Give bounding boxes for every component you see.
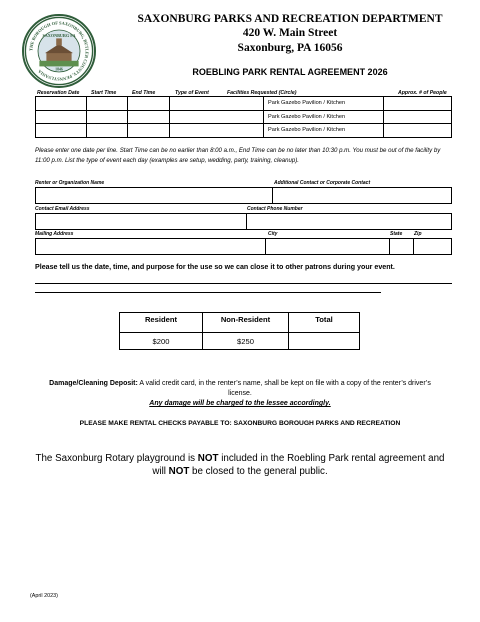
table-row	[120, 313, 360, 333]
table-row	[120, 333, 360, 350]
col-end-time: End Time	[132, 90, 156, 96]
rotary-text-3: be closed to the general public.	[189, 466, 328, 477]
event-type-cell[interactable]	[170, 124, 264, 138]
borough-seal-logo	[22, 14, 96, 88]
zip-label: Zip	[414, 231, 422, 237]
phone-label: Contact Phone Number	[247, 206, 303, 212]
col-start-time: Start Time	[91, 90, 117, 96]
people-count-cell[interactable]	[384, 124, 452, 138]
damage-deposit-text	[40, 379, 440, 398]
col-approx-people: Approx. # of People	[398, 90, 447, 96]
people-count-cell[interactable]	[384, 97, 452, 111]
deposit-description: A valid credit card, in the renter’s name, shall be kept on file with a copy of the renter’s driver’s license.	[137, 380, 431, 397]
email-label: Contact Email Address	[35, 206, 90, 212]
street-address: 420 W. Main Street	[242, 27, 338, 39]
table-row	[36, 97, 452, 111]
purpose-answer-line-1[interactable]	[35, 283, 452, 284]
col-facilities-requested: Facilities Requested (Circle)	[227, 90, 297, 96]
resident-fee: $200	[120, 333, 203, 350]
payable-notice: PLEASE MAKE RENTAL CHECKS PAYABLE TO: SAXONBURG BOROUGH PARKS AND RECREATION	[79, 420, 401, 427]
total-header: Total	[289, 313, 360, 333]
deposit-label: Damage/Cleaning Deposit:	[49, 380, 138, 387]
phone-field[interactable]	[246, 213, 452, 230]
start-time-cell[interactable]	[87, 124, 128, 138]
state-field[interactable]	[389, 238, 414, 255]
seal-center-text: SAXONBURG PA	[42, 33, 76, 38]
table-row	[36, 110, 452, 124]
city-state: Saxonburg, PA 16056	[237, 42, 343, 54]
form-title: ROEBLING PARK RENTAL AGREEMENT 2026	[192, 67, 388, 77]
col-type-of-event: Type of Event	[175, 90, 209, 96]
mailing-address-field[interactable]	[35, 238, 266, 255]
revision-date: (April 2023)	[30, 593, 58, 599]
table-row	[36, 124, 452, 138]
additional-contact-field[interactable]	[272, 187, 452, 204]
non-resident-header: Non-Resident	[203, 313, 289, 333]
fee-table	[119, 312, 360, 350]
end-time-cell[interactable]	[128, 110, 170, 124]
rotary-playground-notice	[30, 452, 450, 478]
reservation-date-cell[interactable]	[36, 124, 87, 138]
start-time-cell[interactable]	[87, 97, 128, 111]
reservation-table	[35, 96, 452, 138]
additional-contact-label: Additional Contact or Corporate Contact	[274, 180, 371, 186]
start-time-cell[interactable]	[87, 110, 128, 124]
non-resident-fee: $250	[203, 333, 289, 350]
resident-header: Resident	[120, 313, 203, 333]
purpose-answer-line-2[interactable]	[35, 292, 381, 293]
rotary-text-1: The Saxonburg Rotary playground is	[35, 453, 198, 464]
facilities-cell[interactable]: Park Gazebo Pavilion / Kitchen	[264, 110, 384, 124]
facilities-cell[interactable]: Park Gazebo Pavilion / Kitchen	[264, 97, 384, 111]
department-name: SAXONBURG PARKS AND RECREATION DEPARTMENT	[137, 13, 443, 25]
damage-warning: Any damage will be charged to the lessee accordingly.	[149, 400, 331, 407]
city-label: City	[268, 231, 278, 237]
rotary-text-2: included in the Roebling Park rental agreement and will	[152, 453, 445, 477]
col-reservation-date: Reservation Date	[37, 90, 80, 96]
event-type-cell[interactable]	[170, 97, 264, 111]
state-label: State	[390, 231, 403, 237]
mailing-address-label: Mailing Address	[35, 231, 74, 237]
renter-name-label: Renter or Organization Name	[35, 180, 105, 186]
seal-year-text: 1846	[55, 67, 63, 72]
zip-field[interactable]	[413, 238, 452, 255]
email-field[interactable]	[35, 213, 247, 230]
rotary-not-2: NOT	[168, 466, 190, 477]
reservation-date-cell[interactable]	[36, 97, 87, 111]
city-field[interactable]	[265, 238, 390, 255]
people-count-cell[interactable]	[384, 110, 452, 124]
rotary-not-1: NOT	[197, 453, 219, 464]
reservation-instructions: Please enter one date per line. Start Time can be no earlier than 8:00 a.m., End Time can be no later than 10:30 p.m. You must be out of the facility by 11:00 p.m. List the type of event each day (examples are setup, wedding, party, training, cleanup).	[35, 147, 441, 164]
seal-graphic	[24, 16, 94, 86]
end-time-cell[interactable]	[128, 124, 170, 138]
renter-name-field[interactable]	[35, 187, 273, 204]
event-type-cell[interactable]	[170, 110, 264, 124]
total-fee-field[interactable]	[289, 333, 360, 350]
purpose-question: Please tell us the date, time, and purpose for the use so we can close it to other patrons during your event.	[35, 263, 395, 271]
facilities-cell[interactable]: Park Gazebo Pavilion / Kitchen	[264, 124, 384, 138]
end-time-cell[interactable]	[128, 97, 170, 111]
seal-ring-text: THE BOROUGH OF SAXONBURG, BUTLER COUNTY, PENNSYLVANIA	[28, 20, 90, 82]
reservation-date-cell[interactable]	[36, 110, 87, 124]
